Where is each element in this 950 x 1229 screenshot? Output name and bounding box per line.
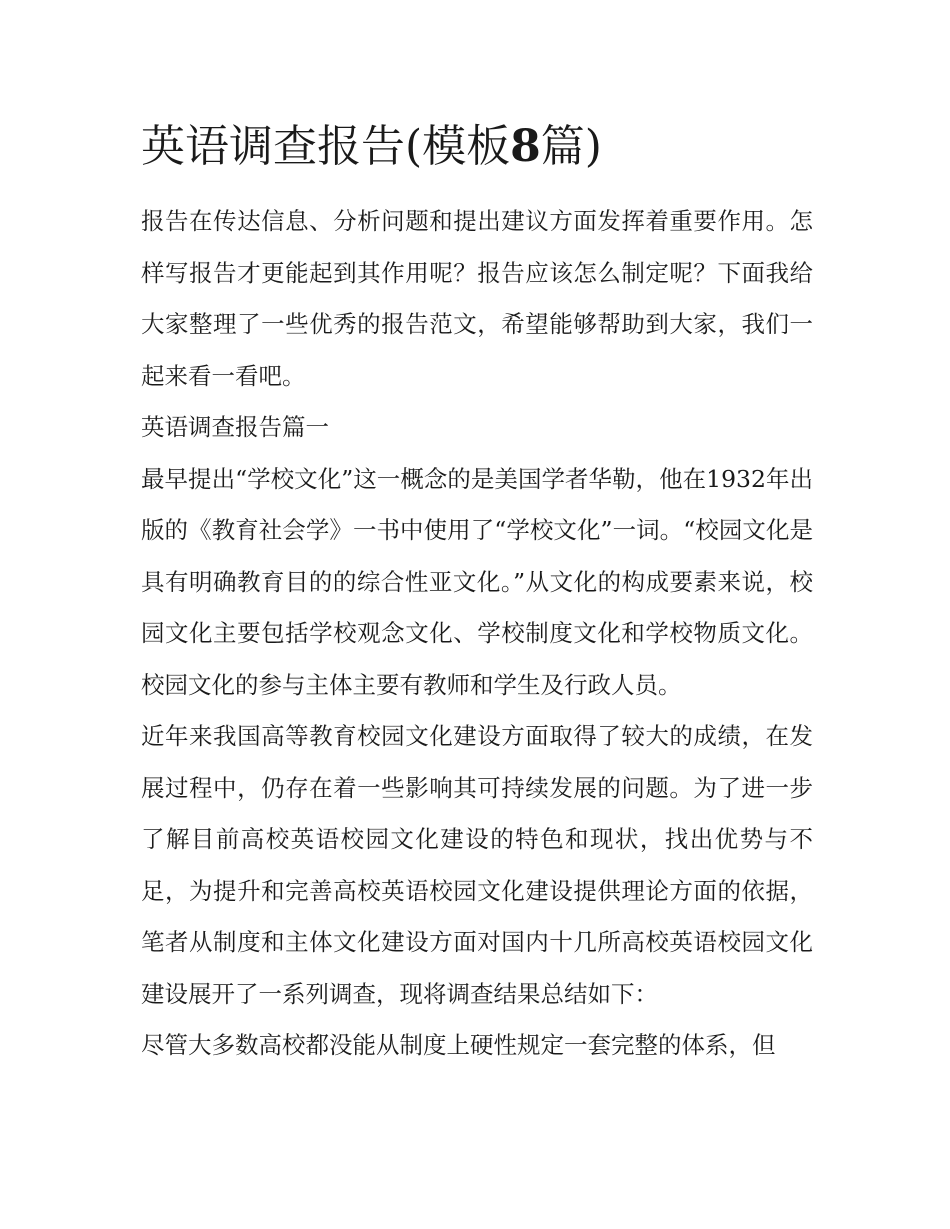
title-suffix: 篇)	[540, 121, 602, 172]
document-page	[141, 112, 813, 1072]
section-heading: 英语调查报告篇一	[141, 413, 329, 441]
body-paragraph-truncated: 尽管大多数高校都没能从制度上硬性规定一套完整的体系，但	[141, 1031, 776, 1059]
intro-paragraph: 报告在传达信息、分析问题和提出建议方面发挥着重要作用。怎样写报告才更能起到其作用呢？报告应该怎么制定呢？下面我给大家整理了一些优秀的报告范文，希望能够帮助到大家，我们一起来看一看吧。	[141, 207, 813, 390]
title-number: 8	[510, 121, 541, 172]
body-paragraph-survey: 近年来我国高等教育校园文化建设方面取得了较大的成绩，在发展过程中，仍存在着一些影响其可持续发展的问题。为了进一步了解目前高校英语校园文化建设的特色和现状，找出优势与不足，为提升和完善高校英语校园文化建设提供理论方面的依据，笔者从制度和主体文化建设方面对国内十几所高校英语校园文化建设展开了一系列调查，现将调查结果总结如下：	[141, 722, 813, 1008]
title-prefix: 英语调查报告(模板	[141, 121, 511, 172]
document-title	[141, 112, 813, 182]
body-paragraph-school-culture: 最早提出“学校文化”这一概念的是美国学者华勒，他在1932年出版的《教育社会学》一书中使用了“学校文化”一词。“校园文化是具有明确教育目的的综合性亚文化。”从文化的构成要素来说，校园文化主要包括学校观念文化、学校制度文化和学校物质文化。校园文化的参与主体主要有教师和学生及行政人员。	[141, 464, 813, 699]
